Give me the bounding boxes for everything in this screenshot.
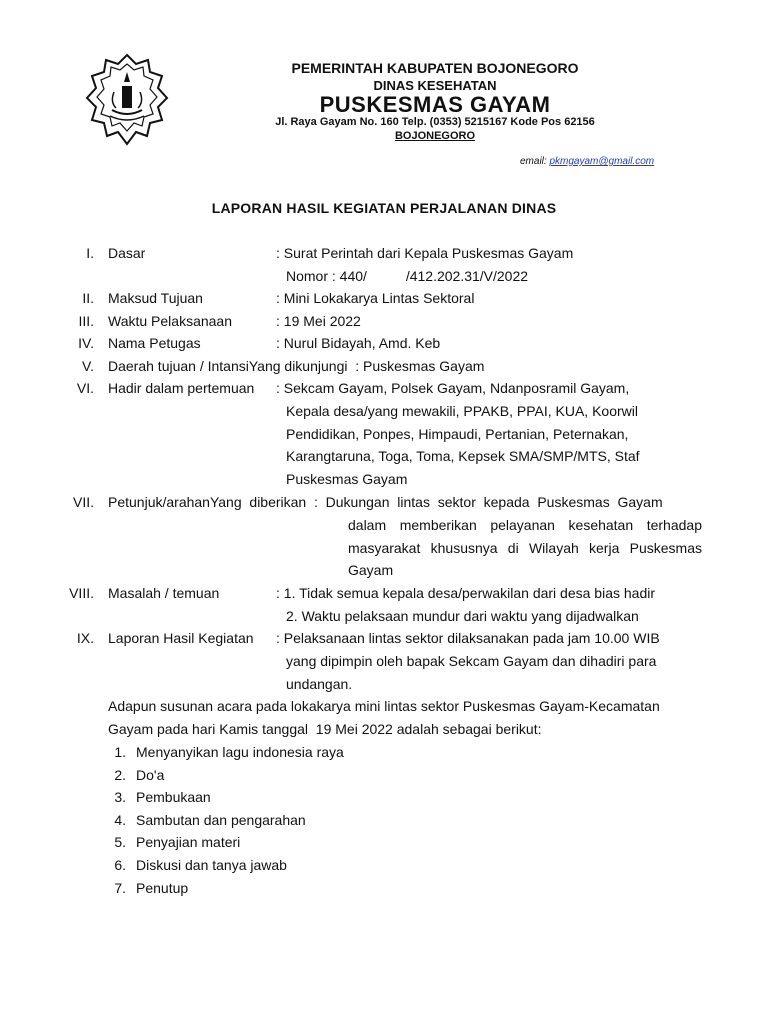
email-label: email: [520, 156, 547, 167]
section-number: VIII. [69, 585, 94, 601]
section-number: III. [78, 313, 94, 329]
section-number: VI. [76, 380, 94, 396]
header-agency: DINAS KESEHATAN [373, 78, 497, 93]
section-value: : Surat Perintah dari Kepala Puskesmas Gayam [276, 245, 574, 261]
paragraph-line: Adapun susunan acara pada lokakarya mini lintas sektor Puskesmas Gayam-Kecamatan [108, 698, 660, 714]
section-petunjuk-cont: dalam memberikan pelayanan kesehatan terhadap [348, 517, 702, 533]
section-value: : Nurul Bidayah, Amd. Keb [276, 335, 441, 351]
bojonegoro-emblem-icon [84, 52, 170, 152]
section-value: : 19 Mei 2022 [276, 313, 361, 329]
section-petunjuk-cont: masyarakat khususnya di Wilayah kerja Puskesmas [348, 540, 702, 556]
section-value: : Mini Lokakarya Lintas Sektoral [276, 290, 475, 306]
email-link[interactable]: pkmgayam@gmail.com [549, 156, 655, 167]
section-label: Maksud Tujuan [108, 290, 203, 306]
list-item-number: 5. [114, 834, 126, 850]
list-item-number: 2. [114, 767, 126, 783]
section-value-cont: Kepala desa/yang mewakili, PPAKB, PPAI, KUA, Koorwil [286, 403, 638, 419]
page-title: LAPORAN HASIL KEGIATAN PERJALANAN DINAS [211, 200, 557, 216]
section-value-cont: Pendidikan, Ponpes, Himpaudi, Pertanian, Peternakan, [286, 426, 629, 442]
section-label: Hadir dalam pertemuan [108, 380, 255, 396]
list-item-text: Do'a [136, 767, 165, 783]
section-label: Laporan Hasil Kegiatan [108, 630, 254, 646]
list-item-text: Penutup [136, 880, 189, 896]
header-email [520, 156, 654, 167]
section-number: IX. [76, 630, 94, 646]
list-item-text: Menyanyikan lagu indonesia raya [136, 744, 344, 760]
section-label: Masalah / temuan [108, 585, 220, 601]
section-number: V. [82, 358, 94, 374]
header-government: PEMERINTAH KABUPATEN BOJONEGORO [291, 60, 579, 76]
header-city: BOJONEGORO [394, 130, 476, 142]
header-address: Jl. Raya Gayam No. 160 Telp. (0353) 5215167 Kode Pos 62156 [275, 116, 595, 128]
section-number: I. [86, 245, 94, 261]
paragraph-line: Gayam pada hari Kamis tanggal 19 Mei 2022 adalah sebagai berikut: [108, 721, 542, 737]
list-item-number: 4. [114, 812, 126, 828]
section-label: Petunjuk/arahanYang diberikan : Dukungan lintas sektor kepada Puskesmas Gayam [108, 494, 663, 510]
list-item-number: 1. [114, 744, 126, 760]
section-value: : Sekcam Gayam, Polsek Gayam, Ndanposramil Gayam, [276, 380, 630, 396]
list-item-number: 3. [114, 789, 126, 805]
section-value-cont: Puskesmas Gayam [286, 471, 408, 487]
section-value-cont: Nomor : 440/ /412.202.31/V/2022 [286, 268, 529, 284]
section-label: Dasar [108, 245, 146, 261]
list-item-number: 7. [114, 880, 126, 896]
list-item-number: 6. [114, 857, 126, 873]
section-number: IV. [78, 335, 94, 351]
section-label: Nama Petugas [108, 335, 201, 351]
list-item-text: Penyajian materi [136, 834, 241, 850]
section-value: : 1. Tidak semua kepala desa/perwakilan dari desa bias hadir [276, 585, 655, 601]
section-value-cont: 2. Waktu pelaksaan mundur dari waktu yang dijadwalkan [286, 608, 639, 624]
section-number: VII. [72, 494, 94, 510]
section-value: : Pelaksanaan lintas sektor dilaksanakan pada jam 10.00 WIB [276, 630, 660, 646]
list-item-text: Diskusi dan tanya jawab [136, 857, 287, 873]
list-item-text: Pembukaan [136, 789, 211, 805]
section-label: Daerah tujuan / IntansiYang dikunjungi : Puskesmas Gayam [108, 358, 485, 374]
section-value-cont: Karangtaruna, Toga, Toma, Kepsek SMA/SMP/MTS, Staf [286, 448, 640, 464]
header-facility: PUSKESMAS GAYAM [319, 92, 551, 117]
section-label: Waktu Pelaksanaan [108, 313, 232, 329]
section-value-cont: Gayam [348, 562, 394, 578]
section-number: II. [82, 290, 94, 306]
section-value-cont: yang dipimpin oleh bapak Sekcam Gayam dan dihadiri para [286, 653, 657, 669]
list-item-text: Sambutan dan pengarahan [136, 812, 306, 828]
section-value-cont: undangan. [286, 676, 353, 692]
